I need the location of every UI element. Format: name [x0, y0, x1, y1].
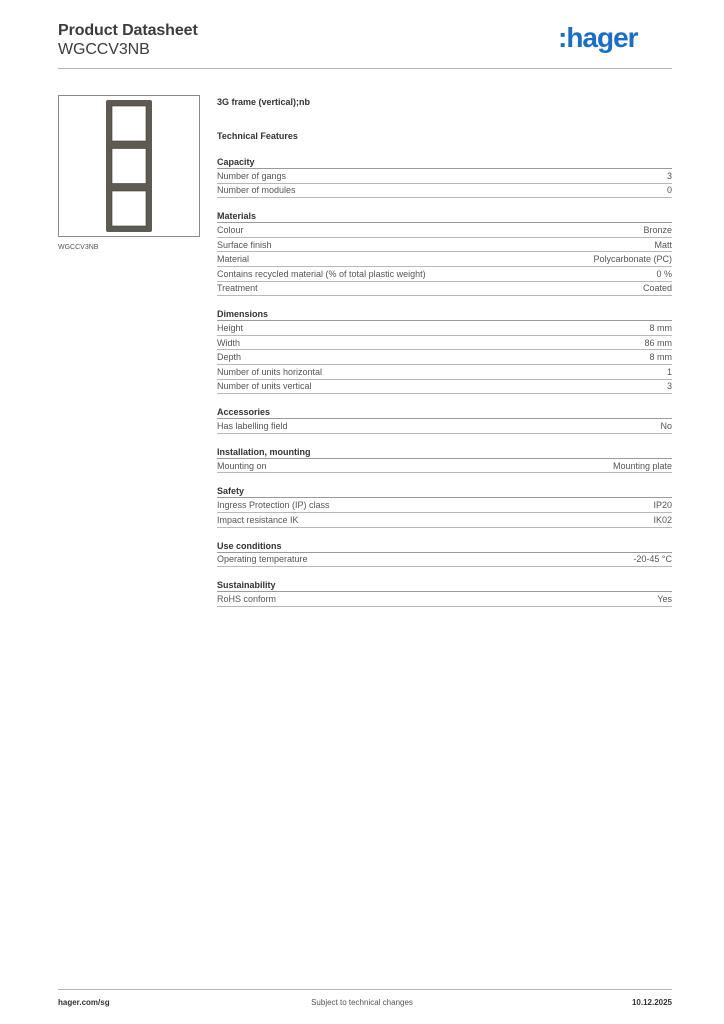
footer-notice: Subject to technical changes: [311, 998, 413, 1007]
spec-label: Ingress Protection (IP) class: [217, 500, 330, 511]
hager-logo-text: :hager: [558, 22, 638, 53]
product-code: WGCCV3NB: [58, 41, 150, 58]
spec-label: Depth: [217, 352, 242, 363]
spec-row: [217, 513, 672, 528]
image-caption: WGCCV3NB: [58, 244, 99, 251]
section-capacity: [217, 156, 672, 198]
spec-value: Yes: [657, 593, 672, 604]
spec-label: Number of modules: [217, 185, 296, 196]
feature-sections: [217, 156, 672, 607]
spec-row: [217, 592, 672, 607]
spec-row: [217, 184, 672, 199]
section-materials: [217, 210, 672, 296]
spec-row: [217, 282, 672, 297]
spec-value: 3: [666, 381, 672, 392]
spec-row: [217, 223, 672, 238]
spec-value: No: [660, 420, 672, 431]
spec-value: Polycarbonate (PC): [593, 254, 672, 265]
spec-row: [217, 267, 672, 282]
footer-date: 10.12.2025: [631, 998, 672, 1007]
spec-label: Material: [217, 254, 250, 265]
section-installation-mounting: [217, 446, 672, 474]
product-name: 3G frame (vertical);nb: [217, 97, 311, 107]
spec-label: Treatment: [217, 283, 258, 294]
spec-row: [217, 498, 672, 513]
spec-value: 8 mm: [649, 352, 672, 363]
frame-opening-bottom: [112, 191, 146, 226]
frame-opening-top: [112, 106, 146, 141]
section-title: Materials: [217, 210, 672, 223]
section-title: Sustainability: [217, 579, 672, 592]
spec-label: Height: [217, 322, 244, 333]
spec-value: IP20: [653, 500, 672, 511]
section-title: Dimensions: [217, 308, 672, 321]
spec-label: Operating temperature: [217, 554, 308, 565]
spec-row: [217, 169, 672, 184]
spec-row: [217, 459, 672, 474]
spec-row: [217, 321, 672, 336]
spec-label: Has labelling field: [217, 420, 288, 431]
spec-label: RoHS conform: [217, 593, 277, 604]
spec-row: [217, 380, 672, 395]
spec-value: 1: [666, 366, 672, 377]
footer-divider: [58, 989, 672, 990]
section-title: Installation, mounting: [217, 446, 672, 459]
spec-value: -20-45 °C: [633, 554, 672, 565]
section-accessories: [217, 406, 672, 434]
footer-website: hager.com/sg: [58, 998, 110, 1007]
spec-row: [217, 238, 672, 253]
header: [58, 20, 672, 68]
spec-row: [217, 252, 672, 267]
spec-row: [217, 350, 672, 365]
section-safety: [217, 485, 672, 527]
frame-opening-middle: [112, 149, 146, 184]
product-image: [58, 95, 200, 237]
spec-value: Bronze: [643, 224, 672, 235]
spec-row: [217, 553, 672, 568]
section-sustainability: [217, 579, 672, 607]
section-use-conditions: [217, 540, 672, 568]
section-dimensions: [217, 308, 672, 394]
section-title: Accessories: [217, 406, 672, 419]
spec-label: Colour: [217, 224, 244, 235]
spec-value: 8 mm: [649, 322, 672, 333]
spec-value: 3: [666, 170, 672, 181]
section-title: Safety: [217, 485, 672, 498]
header-divider: [58, 68, 672, 69]
spec-label: Width: [217, 337, 241, 348]
spec-value: 0: [666, 185, 672, 196]
spec-row: [217, 365, 672, 380]
spec-label: Mounting on: [217, 460, 267, 471]
spec-value: 86 mm: [644, 337, 672, 348]
hager-logo: [558, 20, 654, 64]
spec-row: [217, 336, 672, 351]
document-title: Product Datasheet: [58, 22, 198, 39]
spec-label: Number of units horizontal: [217, 366, 323, 377]
section-title: Use conditions: [217, 540, 672, 553]
spec-label: Impact resistance IK: [217, 514, 299, 525]
spec-value: Coated: [642, 283, 672, 294]
spec-value: 0 %: [656, 268, 672, 279]
spec-label: Number of units vertical: [217, 381, 312, 392]
section-title: Capacity: [217, 156, 672, 169]
spec-value: IK02: [653, 514, 672, 525]
spec-row: [217, 419, 672, 434]
frame-illustration: [59, 96, 199, 236]
datasheet-content: [217, 96, 672, 607]
spec-value: Mounting plate: [612, 460, 672, 471]
spec-label: Surface finish: [217, 239, 272, 250]
spec-label: Contains recycled material (% of total plastic weight): [217, 268, 426, 279]
spec-value: Matt: [654, 239, 672, 250]
spec-label: Number of gangs: [217, 170, 287, 181]
technical-features-title: Technical Features: [217, 131, 298, 141]
